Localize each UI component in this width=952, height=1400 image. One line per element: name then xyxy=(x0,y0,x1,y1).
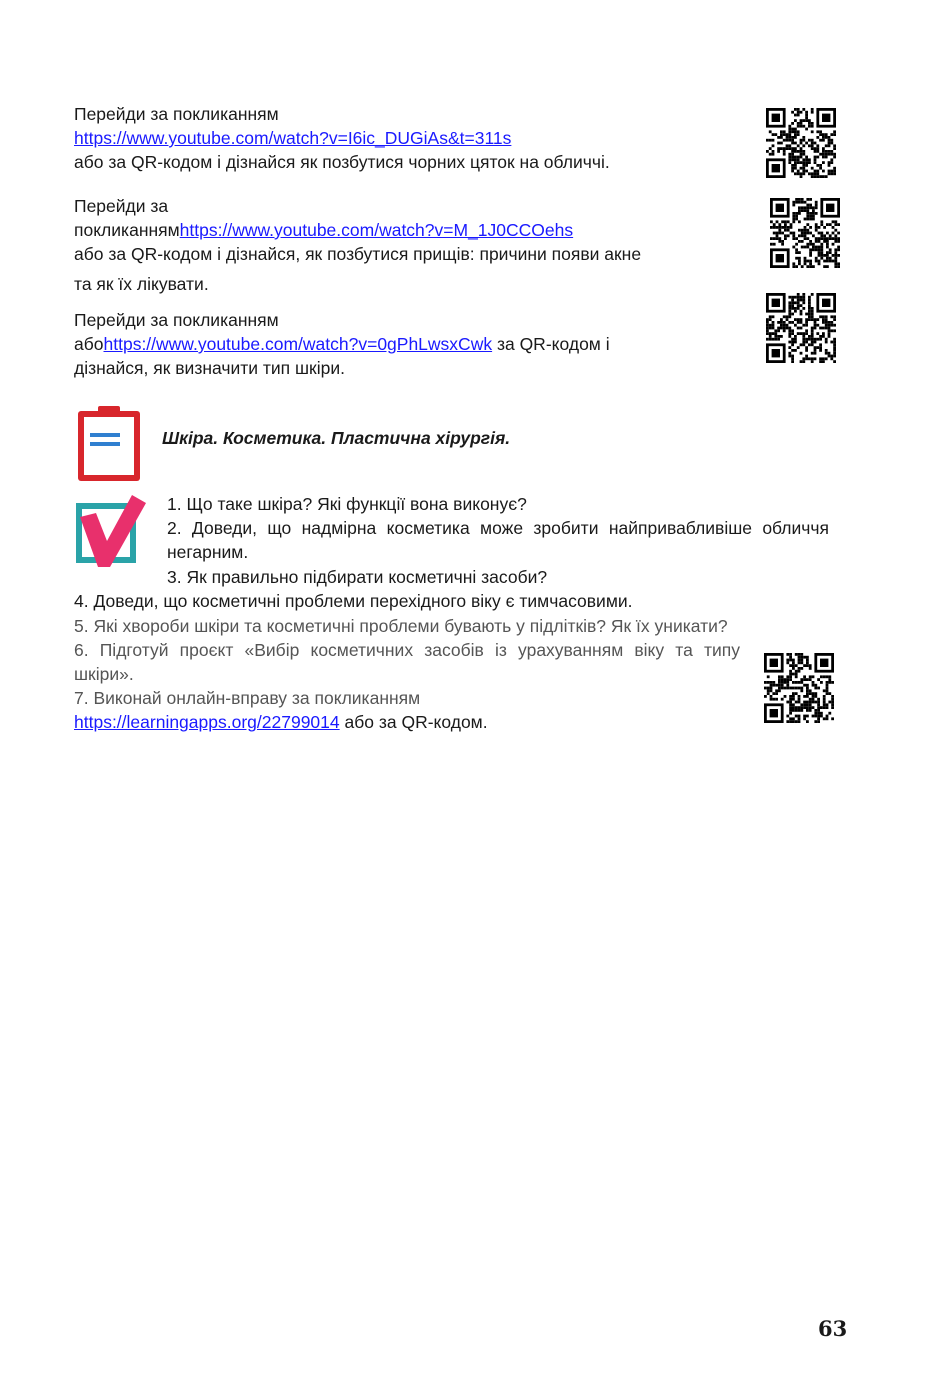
question-7: 7. Виконай онлайн-вправу за покликанням xyxy=(74,688,421,708)
exercise-link[interactable]: https://learningapps.org/22799014 xyxy=(74,712,340,732)
question-6: 6. Підготуй проєкт «Вибір косметичних засобів із урахуванням віку та типу шкіри». xyxy=(74,640,740,684)
checkmark-icon xyxy=(74,493,148,574)
resource-block-1 xyxy=(74,102,734,174)
resource-link[interactable]: https://www.youtube.com/watch?v=I6ic_DUGiAs&t=311s xyxy=(74,128,512,148)
question-3: 3. Як правильно підбирати косметичні засоби? xyxy=(167,567,548,587)
qr-code-icon xyxy=(764,653,834,723)
resource-prefix: або xyxy=(74,334,104,354)
keywords-title: Шкіра. Косметика. Пластична хірургія. xyxy=(162,428,511,448)
exercise-line xyxy=(74,710,834,734)
question-2: 2. Доведи, що надмірна косметика може зробити найпривабливіше обличчя негарним. xyxy=(167,518,829,562)
page-number: 63 xyxy=(818,1316,848,1341)
qr-code-icon xyxy=(766,293,836,363)
resource-link[interactable]: https://www.youtube.com/watch?v=0gPhLwsxCwk xyxy=(103,334,493,354)
resource-block-2 xyxy=(74,194,734,296)
resource-description: або за QR-кодом і дізнайся, як позбутися прищів: причини появи акне xyxy=(74,244,642,264)
resource-description: дізнайся, як визначити тип шкіри. xyxy=(74,358,345,378)
resource-after-inline: за QR-кодом і xyxy=(492,334,610,354)
resource-link[interactable]: https://www.youtube.com/watch?v=M_1J0CCOehs xyxy=(179,220,574,240)
exercise-after: або за QR-кодом. xyxy=(339,712,488,732)
resource-description: або за QR-кодом і дізнайся як позбутися чорних цяток на обличчі. xyxy=(74,152,610,172)
resource-block-3 xyxy=(74,308,734,380)
question-4: 4. Доведи, що косметичні проблеми перехідного віку є тимчасовими. xyxy=(74,591,633,611)
question-1: 1. Що таке шкіра? Які функції вона виконує? xyxy=(167,494,527,514)
qr-code-icon xyxy=(770,198,840,268)
resource-description-cont: та як їх лікувати. xyxy=(74,274,209,294)
resource-intro: Перейди за xyxy=(74,196,169,216)
resource-intro: Перейди за покликанням xyxy=(74,310,279,330)
resource-intro: Перейди за покликанням xyxy=(74,104,279,124)
clipboard-icon xyxy=(74,405,144,488)
question-5: 5. Які хвороби шкіри та косметичні проблеми бувають у підлітків? Як їх уникати? xyxy=(74,616,728,636)
resource-intro-cont: покликанням xyxy=(74,220,180,240)
qr-code-icon xyxy=(766,108,836,178)
